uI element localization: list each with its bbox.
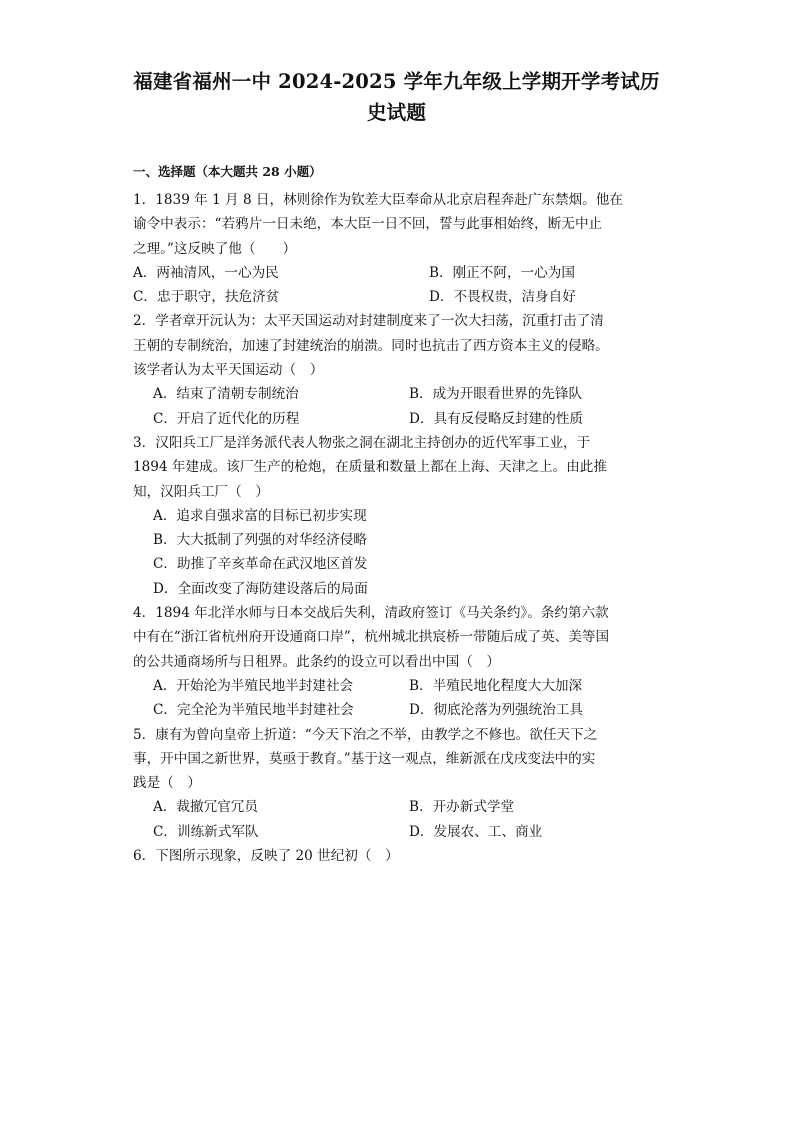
- option-d[interactable]: D．具有反侵略反封建的性质: [409, 410, 584, 427]
- question-text-line: 6．下图所示现象，反映了 20 世纪初（ ）: [133, 848, 399, 865]
- question-text-line: 中有在“浙江省杭州府开设通商口岸”，杭州城北拱宸桥一带随后成了英、美等国: [133, 629, 610, 646]
- option-b[interactable]: B．成为开眼看世界的先锋队: [409, 386, 583, 403]
- section-heading: 一、选择题（本大题共 28 小题）: [133, 164, 322, 179]
- question-text-line: 王朝的专制统治，加速了封建统治的崩溃。同时也抗击了西方资本主义的侵略。: [133, 337, 609, 354]
- option-c[interactable]: C．开启了近代化的历程: [153, 410, 300, 427]
- question-text-line: 之理。”这反映了他（ ）: [133, 240, 297, 257]
- option-a[interactable]: A．两袖清风，一心为民: [133, 264, 279, 281]
- option-b[interactable]: B．大大抵制了列强的对华经济侵略: [153, 532, 367, 549]
- question-5: [133, 723, 673, 844]
- page-title: [120, 66, 673, 128]
- question-text-line: 1894 年建成。该厂生产的枪炮，在质量和数量上都在上海、天津之上。由此推: [133, 459, 607, 476]
- question-text-line: 1．1839 年 1 月 8 日，林则徐作为钦差大臣奉命从北京启程奔赴广东禁烟。他在: [133, 192, 623, 208]
- question-text-line: 事，开中国之新世界，莫亟于教育。”基于这一观点，维新派在戊戌变法中的实: [133, 750, 596, 767]
- question-text-line: 5．康有为曾向皇帝上折道：“今天下治之不举，由教学之不修也。欲任天下之: [133, 726, 598, 743]
- option-group: [133, 261, 673, 310]
- option-d[interactable]: D．发展农、工、商业: [409, 823, 543, 840]
- option-a[interactable]: A．追求自强求富的目标已初步实现: [153, 507, 367, 524]
- option-group: [133, 674, 673, 723]
- option-c[interactable]: C．助推了辛亥革命在武汉地区首发: [153, 556, 368, 573]
- option-b[interactable]: B．开办新式学堂: [409, 799, 515, 816]
- option-c[interactable]: C．完全沦为半殖民地半封建社会: [153, 702, 354, 719]
- question-6: [133, 844, 673, 868]
- title-line-2: 史试题: [366, 101, 427, 124]
- option-d[interactable]: D．彻底沦落为列强统治工具: [409, 702, 584, 719]
- question-text-line: 践是（ ）: [133, 775, 201, 792]
- option-group: [133, 504, 673, 601]
- question-text-line: 3．汉阳兵工厂是洋务派代表人物张之洞在湖北主持创办的近代军事工业，于: [133, 434, 591, 451]
- question-text-line: 该学者认为太平天国运动（ ）: [133, 362, 324, 379]
- option-group: [133, 795, 673, 844]
- option-d[interactable]: D．不畏权贵，洁身自好: [429, 289, 576, 306]
- option-a[interactable]: A．裁撤冗官冗员: [153, 799, 258, 816]
- question-3: [133, 431, 673, 601]
- option-c[interactable]: C．忠于职守，扶危济贫: [133, 289, 280, 306]
- question-1: [133, 188, 673, 309]
- option-c[interactable]: C．训练新式军队: [153, 823, 259, 840]
- option-d[interactable]: D．全面改变了海防建设落后的局面: [153, 580, 368, 597]
- question-list: [133, 188, 673, 868]
- question-2: [133, 309, 673, 430]
- question-4: [133, 601, 673, 722]
- question-text-line: 4．1894 年北洋水师与日本交战后失利，清政府签订《马关条约》。条约第六款: [133, 605, 609, 622]
- question-text-line: 的公共通商场所与日租界。此条约的设立可以看出中国（ ）: [133, 653, 501, 670]
- option-a[interactable]: A．开始沦为半殖民地半封建社会: [153, 677, 354, 694]
- question-text-line: 2．学者章开沅认为：太平天国运动对封建制度来了一次大扫荡，沉重打击了清: [133, 313, 604, 330]
- option-group: [133, 382, 673, 431]
- title-line-1: 福建省福州一中 2024-2025 学年九年级上学期开学考试历: [133, 70, 660, 93]
- question-text-line: 谕令中表示：“若鸦片一日未绝，本大臣一日不回，誓与此事相始终，断无中止: [133, 216, 603, 233]
- option-b[interactable]: B．半殖民地化程度大大加深: [409, 677, 583, 694]
- question-text-line: 知，汉阳兵工厂（ ）: [133, 483, 269, 500]
- option-b[interactable]: B．刚正不阿，一心为国: [429, 264, 575, 281]
- option-a[interactable]: A．结束了清朝专制统治: [153, 386, 299, 403]
